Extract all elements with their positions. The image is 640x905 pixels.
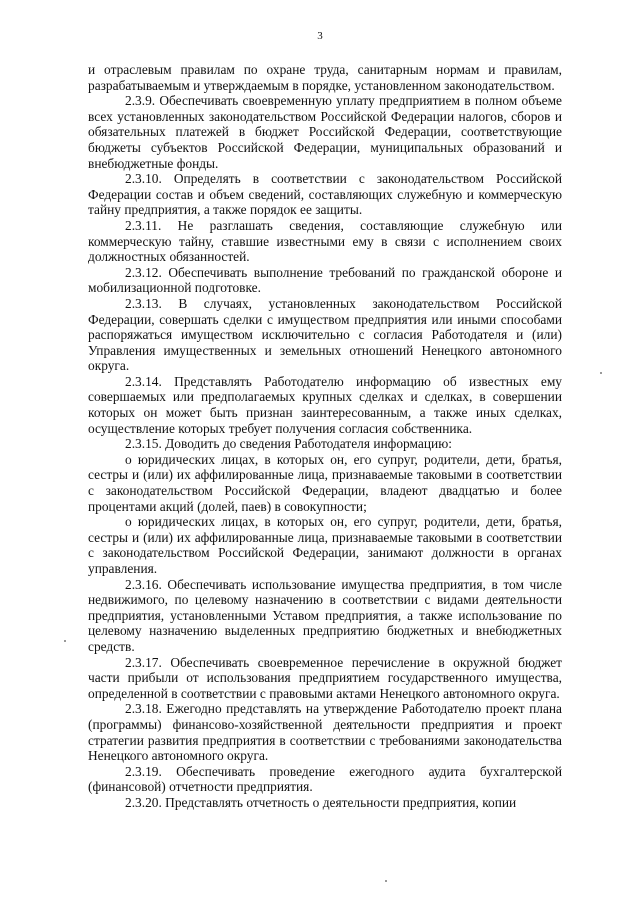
- paragraph-2-3-9: 2.3.9. Обеспечивать своевременную уплату предприятием в полном объеме всех установленных законодательством Российской Федерации налогов, сборов и обязательных платежей в бюджет Российской Федерации, соответствующие бюджеты субъектов Российской Федерации, муниципальных образований и внебюджетные фонды.: [88, 93, 562, 171]
- paragraph-2-3-19: 2.3.19. Обеспечивать проведение ежегодного аудита бухгалтерской (финансовой) отчетности предприятия.: [88, 763, 562, 795]
- paragraph-2-3-13: 2.3.13. В случаях, установленных законодательством Российской Федерации, совершать сделки с имуществом предприятия или иными способами распоряжаться имуществом исключительно с согласия Работодателя и (или) Управления имущественных и земельных отношений Ненецкого автономного округа.: [88, 295, 562, 374]
- paragraph-2-3-10: 2.3.10. Определять в соответствии с законодательством Российской Федерации состав и объем сведений, составляющих служебную и коммерческую тайну предприятия, а также порядок ее защиты.: [88, 171, 562, 218]
- paragraph-2-3-16: 2.3.16. Обеспечивать использование имущества предприятия, в том числе недвижимого, по целевому назначению в соответствии с видами деятельности предприятия, установленными Уставом предприятия, а также использование по целевому назначению выделенных предприятию бюджетных и внебюджетных средств.: [88, 576, 562, 654]
- paragraph-2-3-20: 2.3.20. Представлять отчетность о деятельности предприятия, копии: [125, 794, 517, 810]
- paragraph-2-3-14: 2.3.14. Представлять Работодателю информацию об известных ему совершаемых или предполагаемых крупных сделках и сделках, в совершении которых он может быть признан заинтересованным, а также иных сделках, осуществление которых требует получения согласия собственника.: [88, 373, 562, 436]
- paragraph-2-3-17: 2.3.17. Обеспечивать своевременное перечисление в окружной бюджет части прибыли от использования предприятием государственного имущества, определенной в соответствии с правовыми актами Ненецкого автономного округа.: [88, 654, 562, 701]
- document-body: [88, 62, 562, 811]
- paragraph-2-3-15: 2.3.15. Доводить до сведения Работодателя информацию:: [125, 436, 452, 452]
- paragraph-2-3-12: 2.3.12. Обеспечивать выполнение требований по гражданской обороне и мобилизационной подготовке.: [88, 264, 562, 296]
- scan-speck: [600, 372, 602, 374]
- paragraph-2-3-15-item-2: о юридических лицах, в которых он, его супруг, родители, дети, братья, сестры и (или) их аффилированные лица, признаваемые таковыми в соответствии с законодательством Российской Федерации, занимают должности в органах управления.: [88, 514, 562, 576]
- paragraph-continuation: и отраслевым правилам по охране труда, санитарным нормам и правилам, разрабатываемым и утверждаемым в порядке, установленном законодательством.: [88, 62, 562, 93]
- page-number: 3: [317, 30, 323, 42]
- scan-speck: [64, 640, 66, 642]
- paragraph-2-3-15-item-1: о юридических лицах, в которых он, его супруг, родители, дети, братья, сестры и (или) их аффилированные лица, признаваемые таковыми в соответствии с законодательством Российской Федерации, владеют двадцатью и более процентами акций (долей, паев) в совокупности;: [88, 451, 562, 514]
- scan-speck: [385, 880, 387, 882]
- paragraph-2-3-18: 2.3.18. Ежегодно представлять на утверждение Работодателю проект плана (программы) финансово-хозяйственной деятельности предприятия и проект стратегии развития предприятия в соответствии с требованиями законодательства Ненецкого автономного округа.: [88, 701, 562, 764]
- paragraph-2-3-11: 2.3.11. Не разглашать сведения, составляющие служебную или коммерческую тайну, ставшие известными ему в связи с исполнением своих должностных обязанностей.: [88, 217, 562, 265]
